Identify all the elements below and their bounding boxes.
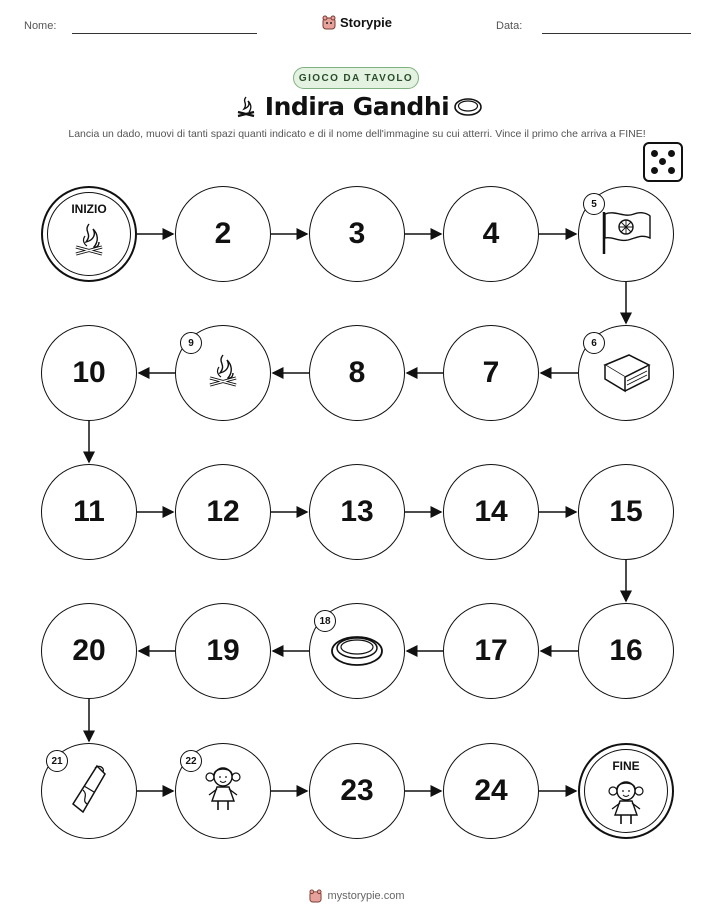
flag-icon [598,208,654,261]
board-space [309,603,405,699]
space-number: 17 [474,634,508,667]
space-number-badge: 18 [314,610,336,632]
board-space [41,325,137,421]
brand-name: Storypie [340,14,393,30]
space-label: FINE [612,759,640,773]
doll-icon [606,777,646,834]
board-space [309,325,405,421]
board-space [443,603,539,699]
board-space [443,186,539,282]
space-number-badge: 21 [46,750,68,772]
board-space [309,186,405,282]
page-title: Indira Gandhi [264,92,450,121]
end-space [578,743,674,839]
space-number: 20 [72,634,106,667]
board-space [175,743,271,839]
space-number: 12 [206,495,240,528]
scroll-icon [69,762,109,821]
space-number: 8 [348,356,366,389]
space-number: 23 [340,774,374,807]
space-number: 3 [348,217,366,250]
board-space [309,464,405,560]
space-number: 10 [72,356,106,389]
space-number-badge: 22 [180,750,202,772]
footer-site: mystorypie.com [327,889,405,902]
space-number: 16 [609,634,643,667]
game-type-badge: GIOCO DA TAVOLO [293,67,419,89]
space-number: 7 [482,356,500,389]
board-space [578,186,674,282]
board-space [443,743,539,839]
board-space [175,603,271,699]
board-space [41,743,137,839]
footer [0,888,714,903]
space-number: 4 [482,217,500,250]
campfire-icon [206,351,240,396]
space-number: 13 [340,495,374,528]
board-space [175,186,271,282]
board-space [309,743,405,839]
space-number-badge: 6 [583,332,605,354]
name-label: Nome: [24,20,57,32]
board-space [578,464,674,560]
ring-icon [329,629,385,674]
board-space [443,464,539,560]
board-space [41,464,137,560]
board-space [578,325,674,421]
space-number: 24 [474,774,508,807]
doll-icon [203,763,243,820]
storypie-logo-icon [309,888,322,903]
book-icon [599,349,653,398]
board-space [175,464,271,560]
space-number: 19 [206,634,240,667]
space-number: 14 [474,495,508,528]
campfire-icon [72,220,106,265]
space-number: 2 [214,217,232,250]
start-space [41,186,137,282]
board-space [443,325,539,421]
board-space [175,325,271,421]
space-number: 11 [73,495,105,528]
board-space [578,603,674,699]
date-label: Data: [496,20,523,32]
space-number: 15 [609,495,643,528]
instructions: Lancia un dado, muovi di tanti spazi quanti indicato e di il nome dell'immagine su cui atterri. Vince il primo che arriva a FINE! [68,128,646,140]
space-label: INIZIO [71,202,107,216]
space-number-badge: 5 [583,193,605,215]
board-space [41,603,137,699]
space-number-badge: 9 [180,332,202,354]
